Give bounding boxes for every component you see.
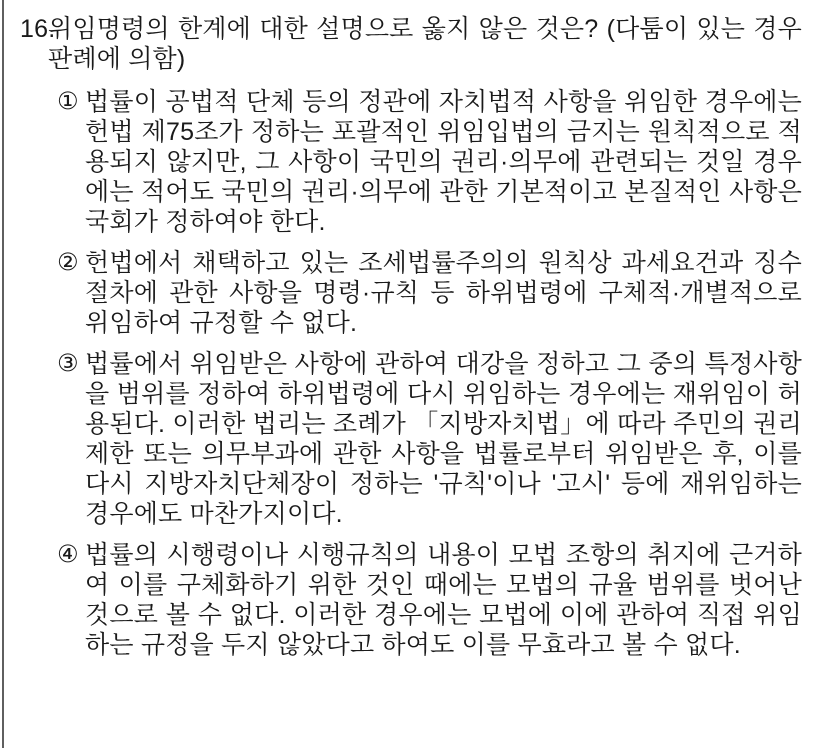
choice-3 — [20, 349, 802, 529]
question-block — [20, 14, 802, 74]
choice-3-text: 법률에서 위임받은 사항에 관하여 대강을 정하고 그 중의 특정사항을 범위를 정하여 하위법령에 다시 위임하는 경우에는 재위임이 허용된다. 이러한 법리는 조례가 「지방자치법」에 따라 주민의 권리제한 또는 의무부과에 관한 사항을 법률로부터 위임받은 후, 이를 다시 지방자치단체장이 정하는 '규칙'이나 '고시' 등에 재위임하는 경우에도 마찬가지이다. — [85, 350, 802, 528]
choice-4-text: 법률의 시행령이나 시행규칙의 내용이 모법 조항의 취지에 근거하여 이를 구체화하기 위한 것인 때에는 모법의 규율 범위를 벗어난 것으로 볼 수 없다. 이러한 경우에는 모법에 이에 관하여 직접 위임하는 규정을 두지 않았다고 하여도 이를 무효라고 볼 수 없다. — [85, 541, 802, 659]
choice-4 — [20, 540, 802, 660]
answer-choices — [20, 87, 802, 660]
question-text: 위임명령의 한계에 대한 설명으로 옳지 않은 것은? (다툼이 있는 경우 판례에 의함) — [48, 15, 802, 73]
choice-1 — [20, 87, 802, 237]
question-number: 16. — [20, 15, 56, 43]
choice-1-marker: ① — [57, 88, 79, 115]
choice-4-marker: ④ — [57, 541, 79, 568]
choice-1-text: 법률이 공법적 단체 등의 정관에 자치법적 사항을 위임한 경우에는 헌법 제75조가 정하는 포괄적인 위임입법의 금지는 원칙적으로 적용되지 않지만, 그 사항이 국민의 권리·의무에 관련되는 것일 경우에는 적어도 국민의 권리·의무에 관한 기본적이고 본질적인 사항은 국회가 정하여야 한다. — [85, 88, 802, 236]
choice-3-marker: ③ — [57, 350, 79, 377]
choice-2-text: 헌법에서 채택하고 있는 조세법률주의의 원칙상 과세요건과 징수절차에 관한 사항을 명령·규칙 등 하위법령에 구체적·개별적으로 위임하여 규정할 수 없다. — [85, 249, 802, 337]
page-left-rule — [2, 0, 4, 748]
choice-2-marker: ② — [57, 249, 79, 276]
choice-2 — [20, 248, 802, 338]
